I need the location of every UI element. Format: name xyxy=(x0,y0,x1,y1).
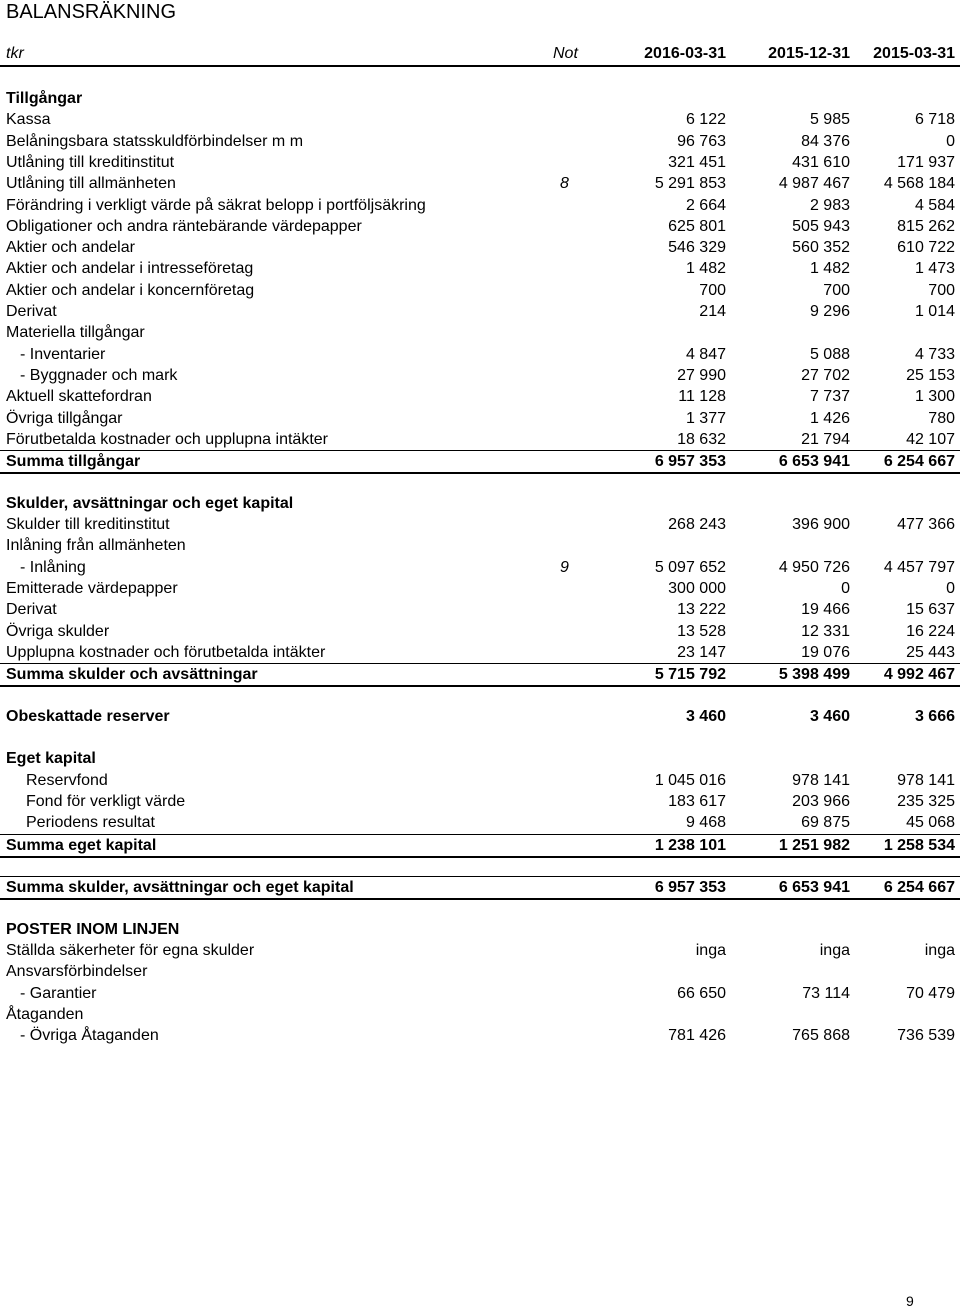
row-label: Obligationer och andra räntebärande värdepapper xyxy=(6,218,362,235)
table-row xyxy=(0,408,960,429)
value-cell-v3: 780 xyxy=(928,410,955,427)
value-cell-v2: 765 868 xyxy=(792,1027,850,1044)
value-cell-v3: 4 992 467 xyxy=(883,666,955,683)
value-cell-v3: 700 xyxy=(928,282,955,299)
value-cell-v2: 4 950 726 xyxy=(778,559,850,576)
value-cell-v3: 171 937 xyxy=(897,154,955,171)
section-heading-row xyxy=(0,748,960,769)
note-header: Not xyxy=(553,45,578,62)
table-row xyxy=(0,280,960,301)
value-cell-v2: 5 985 xyxy=(809,111,850,128)
table-row xyxy=(0,429,960,450)
table-row xyxy=(0,621,960,642)
value-cell-v1: 321 451 xyxy=(668,154,726,171)
value-cell-v1: 214 xyxy=(699,303,726,320)
value-cell-v3: 6 254 667 xyxy=(883,879,955,896)
table-row xyxy=(0,216,960,237)
value-cell-v1: 2 664 xyxy=(685,197,726,214)
value-cell-v1: 13 528 xyxy=(677,623,726,640)
table-row xyxy=(0,514,960,535)
row-label: Summa skulder och avsättningar xyxy=(6,666,258,683)
value-cell-v2: 396 900 xyxy=(792,516,850,533)
table-row xyxy=(0,386,960,407)
row-label: Kassa xyxy=(6,111,51,128)
row-label: Utlåning till allmänheten xyxy=(6,175,176,192)
row-label: POSTER INOM LINJEN xyxy=(6,921,180,938)
value-cell-v3: 477 366 xyxy=(897,516,955,533)
value-cell-v3: 4 584 xyxy=(914,197,955,214)
value-cell-v2: 1 482 xyxy=(809,260,850,277)
value-cell-v3: 16 224 xyxy=(906,623,955,640)
row-label: Övriga tillgångar xyxy=(6,410,123,427)
value-cell-v1: 1 377 xyxy=(685,410,726,427)
table-row xyxy=(0,578,960,599)
spacer-row xyxy=(0,471,960,492)
row-label: Aktier och andelar xyxy=(6,239,135,256)
value-cell-v2: 19 466 xyxy=(801,601,850,618)
table-row xyxy=(0,961,960,982)
row-label: Summa skulder, avsättningar och eget kapital xyxy=(6,879,354,896)
row-label: Summa eget kapital xyxy=(6,837,157,854)
value-cell-v3: 4 733 xyxy=(914,346,955,363)
section-heading-row xyxy=(0,88,960,109)
table-row xyxy=(0,791,960,812)
table-row xyxy=(0,706,960,727)
value-cell-v2: 431 610 xyxy=(792,154,850,171)
row-label: Summa tillgångar xyxy=(6,453,141,470)
value-cell-v1: 13 222 xyxy=(677,601,726,618)
value-cell-v1: 11 128 xyxy=(678,388,726,405)
value-cell-v3: 6 718 xyxy=(914,111,955,128)
table-row xyxy=(0,173,960,194)
table-row xyxy=(0,642,960,663)
spacer-row xyxy=(0,727,960,748)
unit-label: tkr xyxy=(6,45,24,62)
value-cell-v3: 25 443 xyxy=(906,644,955,661)
value-cell-v3: 70 479 xyxy=(906,985,955,1002)
row-label: Inlåning från allmänheten xyxy=(6,537,186,554)
value-cell-v1: 300 000 xyxy=(668,580,726,597)
row-label: Skulder till kreditinstitut xyxy=(6,516,170,533)
value-cell-v2: 2 983 xyxy=(809,197,850,214)
row-label: Tillgångar xyxy=(6,90,83,107)
row-label: Derivat xyxy=(6,601,57,618)
document-title: BALANSRÄKNING xyxy=(6,1,177,23)
value-cell-v3: 4 457 797 xyxy=(883,559,955,576)
row-label: Obeskattade reserver xyxy=(6,708,170,725)
value-cell-v1: 781 426 xyxy=(668,1027,726,1044)
table-row xyxy=(0,258,960,279)
table-row xyxy=(0,131,960,152)
spacer-row xyxy=(0,855,960,876)
value-cell-v1: 18 632 xyxy=(677,431,726,448)
row-label: Derivat xyxy=(6,303,57,320)
value-cell-v3: 978 141 xyxy=(897,772,955,789)
row-label: Aktier och andelar i koncernföretag xyxy=(6,282,255,299)
value-cell-v2: 0 xyxy=(841,580,850,597)
value-cell-v1: 6 122 xyxy=(685,111,726,128)
value-cell-v3: 610 722 xyxy=(897,239,955,256)
value-cell-v2: 560 352 xyxy=(792,239,850,256)
table-row xyxy=(0,983,960,1004)
table-row xyxy=(0,940,960,961)
value-cell-v1: 5 291 853 xyxy=(654,175,726,192)
row-label: Övriga skulder xyxy=(6,623,110,640)
row-label: Upplupna kostnader och förutbetalda intäkter xyxy=(6,644,326,661)
value-cell-v1: 700 xyxy=(699,282,726,299)
row-label: Ställda säkerheter för egna skulder xyxy=(6,942,255,959)
value-cell-v2: 1 426 xyxy=(809,410,850,427)
value-cell-v3: 0 xyxy=(946,133,955,150)
column-header-2015-03-31: 2015-03-31 xyxy=(873,45,955,62)
table-row xyxy=(0,152,960,173)
value-cell-v1: 5 715 792 xyxy=(654,666,726,683)
value-cell-v3: 815 262 xyxy=(897,218,955,235)
value-cell-v2: 5 398 499 xyxy=(778,666,850,683)
value-cell-v2: 5 088 xyxy=(809,346,850,363)
value-cell-v1: 6 957 353 xyxy=(654,879,726,896)
section-heading-row xyxy=(0,493,960,514)
row-label: Belåningsbara statsskuldförbindelser m m xyxy=(6,133,304,150)
row-label: - Byggnader och mark xyxy=(20,367,178,384)
value-cell-v1: 5 097 652 xyxy=(654,559,726,576)
value-cell-v3: 1 014 xyxy=(914,303,955,320)
value-cell-v2: 21 794 xyxy=(801,431,850,448)
value-cell-v2: 9 296 xyxy=(809,303,850,320)
spacer-row xyxy=(0,684,960,705)
value-cell-v2: 6 653 941 xyxy=(778,879,850,896)
row-label: - Inventarier xyxy=(20,346,106,363)
table-row xyxy=(0,322,960,343)
value-cell-v1: 27 990 xyxy=(677,367,726,384)
row-label: - Inlåning xyxy=(20,559,86,576)
value-cell-v3: 1 258 534 xyxy=(883,837,955,854)
value-cell-v3: 736 539 xyxy=(897,1027,955,1044)
value-cell-v2: 27 702 xyxy=(801,367,850,384)
value-cell-v3: 4 568 184 xyxy=(883,175,955,192)
value-cell-v2: 1 251 982 xyxy=(778,837,850,854)
value-cell-v3: 235 325 xyxy=(897,793,955,810)
value-cell-v2: 12 331 xyxy=(801,623,850,640)
value-cell-v1: 96 763 xyxy=(677,133,726,150)
value-cell-v2: 3 460 xyxy=(809,708,850,725)
row-label: Reservfond xyxy=(26,772,108,789)
row-label: Åtaganden xyxy=(6,1006,84,1023)
table-row xyxy=(0,1025,960,1046)
value-cell-v3: 6 254 667 xyxy=(883,453,955,470)
value-cell-v1: 6 957 353 xyxy=(654,453,726,470)
row-label: Aktuell skattefordran xyxy=(6,388,152,405)
table-row xyxy=(0,109,960,130)
value-cell-v1: 4 847 xyxy=(685,346,726,363)
value-cell-v1: 183 617 xyxy=(668,793,726,810)
value-cell-v1: 23 147 xyxy=(677,644,726,661)
value-cell-v1: 546 329 xyxy=(668,239,726,256)
note-reference: 8 xyxy=(560,175,569,192)
row-label: Eget kapital xyxy=(6,750,96,767)
row-label: Aktier och andelar i intresseföretag xyxy=(6,260,254,277)
value-cell-v2: 69 875 xyxy=(801,814,850,831)
column-header-2016-03-31: 2016-03-31 xyxy=(644,45,726,62)
value-cell-v2: 203 966 xyxy=(792,793,850,810)
table-row xyxy=(0,344,960,365)
value-cell-v3: inga xyxy=(924,942,955,959)
value-cell-v2: inga xyxy=(819,942,850,959)
value-cell-v1: 66 650 xyxy=(677,985,726,1002)
value-cell-v2: 6 653 941 xyxy=(778,453,850,470)
value-cell-v3: 0 xyxy=(946,580,955,597)
value-cell-v2: 505 943 xyxy=(792,218,850,235)
row-label: Ansvarsförbindelser xyxy=(6,963,148,980)
page-number: 9 xyxy=(906,1293,914,1309)
table-row xyxy=(0,301,960,322)
section-heading-row xyxy=(0,919,960,940)
value-cell-v3: 15 637 xyxy=(906,601,955,618)
spacer-row xyxy=(0,897,960,918)
column-header-2015-12-31: 2015-12-31 xyxy=(768,45,850,62)
table-header xyxy=(0,43,960,67)
note-reference: 9 xyxy=(560,559,569,576)
table-row xyxy=(0,195,960,216)
value-cell-v3: 45 068 xyxy=(906,814,955,831)
value-cell-v2: 700 xyxy=(823,282,850,299)
value-cell-v3: 3 666 xyxy=(914,708,955,725)
value-cell-v2: 84 376 xyxy=(801,133,850,150)
table-row xyxy=(0,557,960,578)
value-cell-v1: 1 045 016 xyxy=(654,772,726,789)
value-cell-v1: 268 243 xyxy=(668,516,726,533)
row-label: Skulder, avsättningar och eget kapital xyxy=(6,495,294,512)
table-row xyxy=(0,1004,960,1025)
table-row xyxy=(0,770,960,791)
row-label: Förutbetalda kostnader och upplupna intäkter xyxy=(6,431,328,448)
value-cell-v1: 3 460 xyxy=(685,708,726,725)
row-label: Förändring i verkligt värde på säkrat belopp i portföljsäkring xyxy=(6,197,426,214)
value-cell-v1: 1 482 xyxy=(685,260,726,277)
value-cell-v1: 625 801 xyxy=(668,218,726,235)
value-cell-v1: inga xyxy=(695,942,726,959)
table-row xyxy=(0,237,960,258)
value-cell-v2: 7 737 xyxy=(809,388,850,405)
row-label: - Övriga Åtaganden xyxy=(20,1027,159,1044)
value-cell-v1: 1 238 101 xyxy=(654,837,726,854)
row-label: Periodens resultat xyxy=(26,814,155,831)
value-cell-v3: 25 153 xyxy=(906,367,955,384)
row-label: Fond för verkligt värde xyxy=(26,793,186,810)
table-row xyxy=(0,535,960,556)
value-cell-v2: 4 987 467 xyxy=(778,175,850,192)
row-label: Materiella tillgångar xyxy=(6,324,145,341)
table-row xyxy=(0,599,960,620)
row-label: Utlåning till kreditinstitut xyxy=(6,154,175,171)
value-cell-v2: 73 114 xyxy=(802,985,850,1002)
value-cell-v3: 42 107 xyxy=(906,431,955,448)
value-cell-v2: 19 076 xyxy=(801,644,850,661)
table-row xyxy=(0,365,960,386)
value-cell-v3: 1 300 xyxy=(914,388,955,405)
table-row xyxy=(0,812,960,833)
row-label: Emitterade värdepapper xyxy=(6,580,178,597)
value-cell-v3: 1 473 xyxy=(914,260,955,277)
row-label: - Garantier xyxy=(20,985,97,1002)
value-cell-v2: 978 141 xyxy=(792,772,850,789)
value-cell-v1: 9 468 xyxy=(685,814,726,831)
